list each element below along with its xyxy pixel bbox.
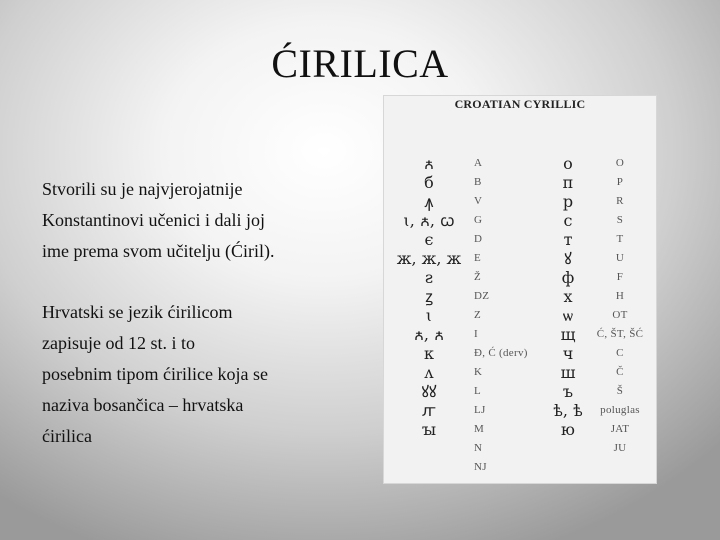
cyrillic-letter-glyph: ꙟ [424, 192, 434, 211]
latin-equivalent: poluglas [600, 404, 640, 416]
cyrillic-letter-glyph: т [563, 230, 573, 249]
latin-values-column-2 [584, 154, 656, 458]
cyrillic-letter-glyph: ф [561, 268, 575, 287]
cyrillic-letter-glyph: є [424, 230, 434, 249]
slide-title: ĆIRILICA [271, 41, 449, 86]
latin-equivalent: D [474, 233, 483, 245]
paragraph-line: Konstantinovi učenici i dali joj [42, 210, 265, 230]
latin-equivalent: JAT [610, 423, 630, 435]
cyrillic-letter-glyph: ꙋ [564, 249, 572, 268]
latin-equivalent: I [474, 328, 478, 340]
cyrillic-letter-glyph: х [563, 287, 573, 306]
cyrillic-glyphs-column-1 [392, 154, 466, 439]
latin-equivalent: LJ [474, 404, 486, 416]
latin-equivalent: P [616, 176, 624, 188]
latin-equivalent: C [616, 347, 624, 359]
cyrillic-letter-glyph: ю [561, 420, 575, 439]
latin-equivalent: U [615, 252, 625, 264]
latin-equivalent: Č [616, 366, 624, 378]
paragraph-line: ime prema svom učitelju (Ćiril). [42, 241, 275, 261]
cyrillic-letter-glyph: к [424, 344, 434, 363]
paragraph-usage [42, 297, 372, 452]
latin-equivalent: JU [613, 442, 627, 454]
latin-equivalent: B [474, 176, 482, 188]
cyrillic-letter-glyph: ꙅ [424, 268, 434, 287]
cyrillic-letter-glyph: п [562, 173, 574, 192]
cyrillic-letter-glyph: ꙉ [424, 154, 434, 173]
cyrillic-letter-glyph: ꙇ, ꙉ, ꙍ [403, 211, 455, 230]
cyrillic-letter-glyph: ꙁ [425, 287, 433, 306]
cyrillic-letter-glyph: щ [560, 325, 576, 344]
paragraph-line: zapisuje od 12 st. i to [42, 333, 195, 353]
table-title: CROATIAN CYRILLIC [454, 97, 586, 111]
latin-values-column-1 [460, 154, 550, 477]
paragraph-origin [42, 174, 372, 267]
latin-equivalent: N [474, 442, 483, 454]
cyrillic-letter-glyph: ꙑ [421, 420, 437, 439]
paragraph-line: Hrvatski se jezik ćirilicom [42, 302, 233, 322]
cyrillic-letter-glyph: ꙇ [425, 306, 433, 325]
latin-equivalent: Đ, Ć (derv) [474, 347, 528, 359]
latin-equivalent: K [474, 366, 483, 378]
latin-equivalent: F [616, 271, 624, 283]
paragraph-line: naziva bosančica – hrvatska [42, 395, 244, 415]
latin-equivalent: V [474, 195, 483, 207]
latin-equivalent: H [615, 290, 625, 302]
latin-equivalent: DZ [474, 290, 490, 302]
latin-equivalent: S [616, 214, 624, 226]
latin-equivalent: M [474, 423, 485, 435]
latin-equivalent: O [615, 157, 625, 169]
cyrillic-letter-glyph: б [424, 173, 434, 192]
cyrillic-letter-glyph: ꙋꙋ [421, 382, 437, 401]
latin-equivalent: R [616, 195, 624, 207]
body-text [42, 174, 372, 482]
cyrillic-letter-glyph: с [563, 211, 573, 230]
croatian-cyrillic-table [383, 95, 657, 484]
paragraph-line: posebnim tipom ćirilice koja se [42, 364, 268, 384]
cyrillic-letter-glyph: р [562, 192, 574, 211]
latin-equivalent: A [474, 157, 483, 169]
paragraph-line: Stvorili su je najvjerojatnije [42, 179, 243, 199]
cyrillic-letter-glyph: ч [562, 344, 574, 363]
paragraph-line: ćirilica [42, 426, 92, 446]
cyrillic-letter-glyph: ʌ [424, 363, 434, 382]
latin-equivalent: T [616, 233, 624, 245]
cyrillic-letter-glyph: ѡ [562, 306, 574, 325]
latin-equivalent: L [474, 385, 482, 397]
cyrillic-letter-glyph: ъ [562, 382, 574, 401]
latin-equivalent: Z [474, 309, 482, 321]
latin-equivalent: NJ [474, 461, 487, 473]
latin-equivalent: Ć, ŠT, ŠĆ [596, 328, 644, 340]
latin-equivalent: OT [612, 309, 628, 321]
cyrillic-letter-glyph: ш [560, 363, 576, 382]
cyrillic-letter-glyph: ѣ, ѣ [553, 401, 583, 420]
latin-equivalent: E [474, 252, 482, 264]
latin-equivalent: Š [616, 385, 624, 397]
cyrillic-letter-glyph: ж, ж, ж [396, 249, 462, 268]
cyrillic-letter-glyph: ꙥ [421, 401, 437, 420]
latin-equivalent: G [474, 214, 483, 226]
cyrillic-letter-glyph: ꙉ, ꙉ [413, 325, 445, 344]
latin-equivalent: Ž [474, 271, 482, 283]
cyrillic-letter-glyph: о [563, 154, 573, 173]
